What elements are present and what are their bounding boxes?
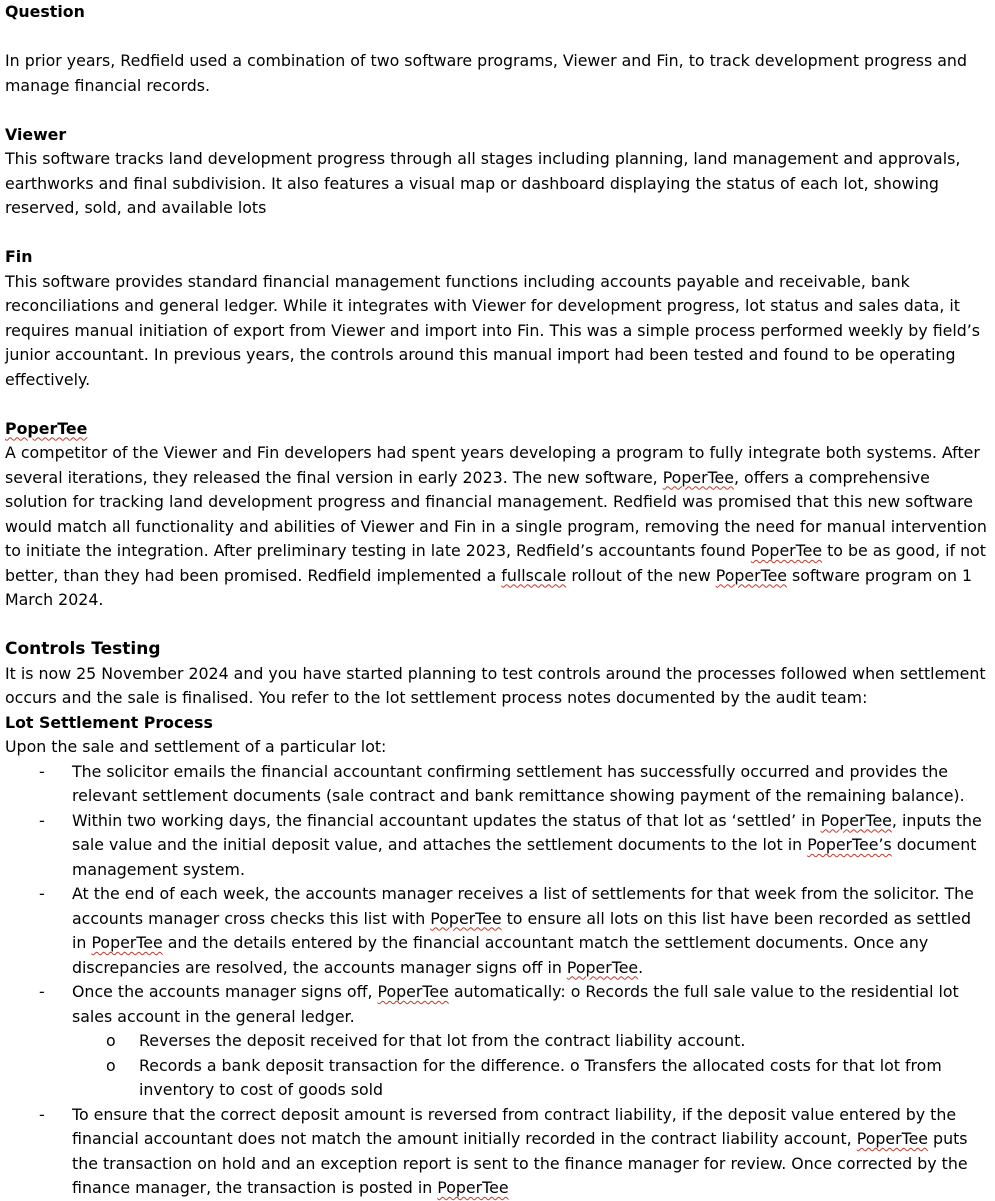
spelling-flagged-word: fullscale bbox=[501, 565, 567, 585]
list-item: - The solicitor emails the financial accountant confirming settlement has successfully occurred and provides the relevant settlement documents (sale contract and bank remittance showing payment of the remaining balance). bbox=[72, 760, 989, 809]
viewer-paragraph: This software tracks land development progress through all stages including planning, land management and approvals, earthworks and final subdivision. It also features a visual map or dashboard displaying the status of each lot, showing reserved, sold, and available lots bbox=[5, 149, 961, 217]
text-run: puts the transaction on hold and an exception report is sent to the finance manager for review. Once corrected by the finance manager, the transaction is posted in bbox=[72, 1129, 968, 1197]
list-item bbox=[72, 882, 989, 980]
fin-heading: Fin bbox=[5, 247, 33, 266]
automatic-actions-sublist bbox=[72, 1029, 989, 1103]
text-run: At the end of each week, the accounts manager receives a list of settlements for that week from the solicitor. The accounts manager cross checks this list with bbox=[72, 884, 974, 928]
text-run: A competitor of the Viewer and Fin developers had spent years developing a program to fully integrate both systems. After several iterations, they released the final version in early 2023. The new software, bbox=[5, 443, 980, 487]
lot-process-intro: Upon the sale and settlement of a particular lot: bbox=[5, 737, 387, 756]
spelling-flagged-word: PoperTee bbox=[430, 908, 502, 928]
text-run: , inputs the sale value and the initial deposit value, and attaches the settlement documents to the lot in bbox=[72, 810, 982, 854]
settlement-steps-list bbox=[5, 760, 989, 1201]
text-run: and the details entered by the financial accountant match the settlement documents. Once any discrepancies are resolved, the accounts manager signs off in bbox=[72, 933, 929, 977]
text-run: . bbox=[638, 957, 644, 977]
text-run: rollout of the new bbox=[566, 565, 716, 585]
spelling-flagged-word: PoperTee bbox=[377, 982, 449, 1001]
fin-paragraph: This software provides standard financial management functions including accounts payable and receivable, bank reconciliations and general ledger. While it integrates with Viewer for development progress, lot status and sales data, it requires manual initiation of export from Viewer and import into Fin. This was a simple process performed weekly by field’s junior accountant. In previous years, the controls around this manual import had been tested and found to be operating effectively. bbox=[5, 271, 981, 389]
text-run: , offers a comprehensive solution for tracking land development progress and financial management. Redfield was promised that this new software would match all functionality and abilities of Viewer and Fin in a single program, removing the need for manual intervention to initiate the integration. After preliminary testing in late 2023, Redfield’s accountants found bbox=[5, 467, 987, 560]
sub-list-item: o Reverses the deposit received for that lot from the contract liability account. bbox=[139, 1029, 989, 1054]
list-item bbox=[72, 980, 989, 1103]
spelling-flagged-word: PoperTee bbox=[91, 933, 163, 952]
controls-heading: Controls Testing bbox=[5, 639, 161, 659]
text-run: document management system. bbox=[72, 835, 977, 879]
text-run: to be as good, if not better, than they had been promised. Redfield implemented a bbox=[5, 541, 986, 585]
list-item bbox=[72, 809, 989, 883]
text-run: software program on 1 March 2024. bbox=[5, 565, 973, 609]
popertee-paragraph bbox=[5, 441, 989, 613]
text-run: to ensure all lots on this list have been recorded as settled in bbox=[72, 908, 971, 952]
sub-list-item: o Records a bank deposit transaction for the difference. o Transfers the allocated costs for that lot from inventory to cost of goods sold bbox=[139, 1054, 989, 1103]
list-item bbox=[72, 1103, 989, 1201]
spelling-flagged-word: PoperTee bbox=[566, 957, 639, 977]
spelling-flagged-word: PoperTee bbox=[715, 565, 788, 585]
text-run: Once the accounts manager signs off, bbox=[72, 982, 378, 1001]
spelling-flagged-word: PoperTee bbox=[856, 1129, 929, 1148]
text-run: automatically: o Records the full sale value to the residential lot sales account in the general ledger. bbox=[72, 982, 959, 1026]
popertee-heading: PoperTee bbox=[5, 418, 88, 438]
spelling-flagged-word: PoperTee’s bbox=[807, 835, 892, 854]
text-run: Within two working days, the financial accountant updates the status of that lot as ‘settled’ in bbox=[72, 810, 821, 830]
viewer-heading: Viewer bbox=[5, 124, 67, 144]
intro-paragraph: In prior years, Redfield used a combination of two software programs, Viewer and Fin, to track development progress and manage financial records. bbox=[5, 51, 967, 95]
spelling-flagged-word: PoperTee bbox=[820, 810, 892, 830]
question-heading: Question bbox=[5, 2, 85, 21]
spelling-flagged-word: PoperTee bbox=[750, 541, 823, 560]
controls-paragraph: It is now 25 November 2024 and you have started planning to test controls around the processes followed when settlement occurs and the sale is finalised. You refer to the lot settlement process notes documented by the audit team: bbox=[5, 663, 986, 707]
text-run: To ensure that the correct deposit amount is reversed from contract liability, if the deposit value entered by the financial accountant does not match the amount initially recorded in the contract liability account, bbox=[72, 1104, 957, 1148]
lot-process-heading: Lot Settlement Process bbox=[5, 712, 213, 732]
spelling-flagged-word: PoperTee bbox=[437, 1178, 509, 1197]
spelling-flagged-word: PoperTee bbox=[662, 467, 734, 487]
